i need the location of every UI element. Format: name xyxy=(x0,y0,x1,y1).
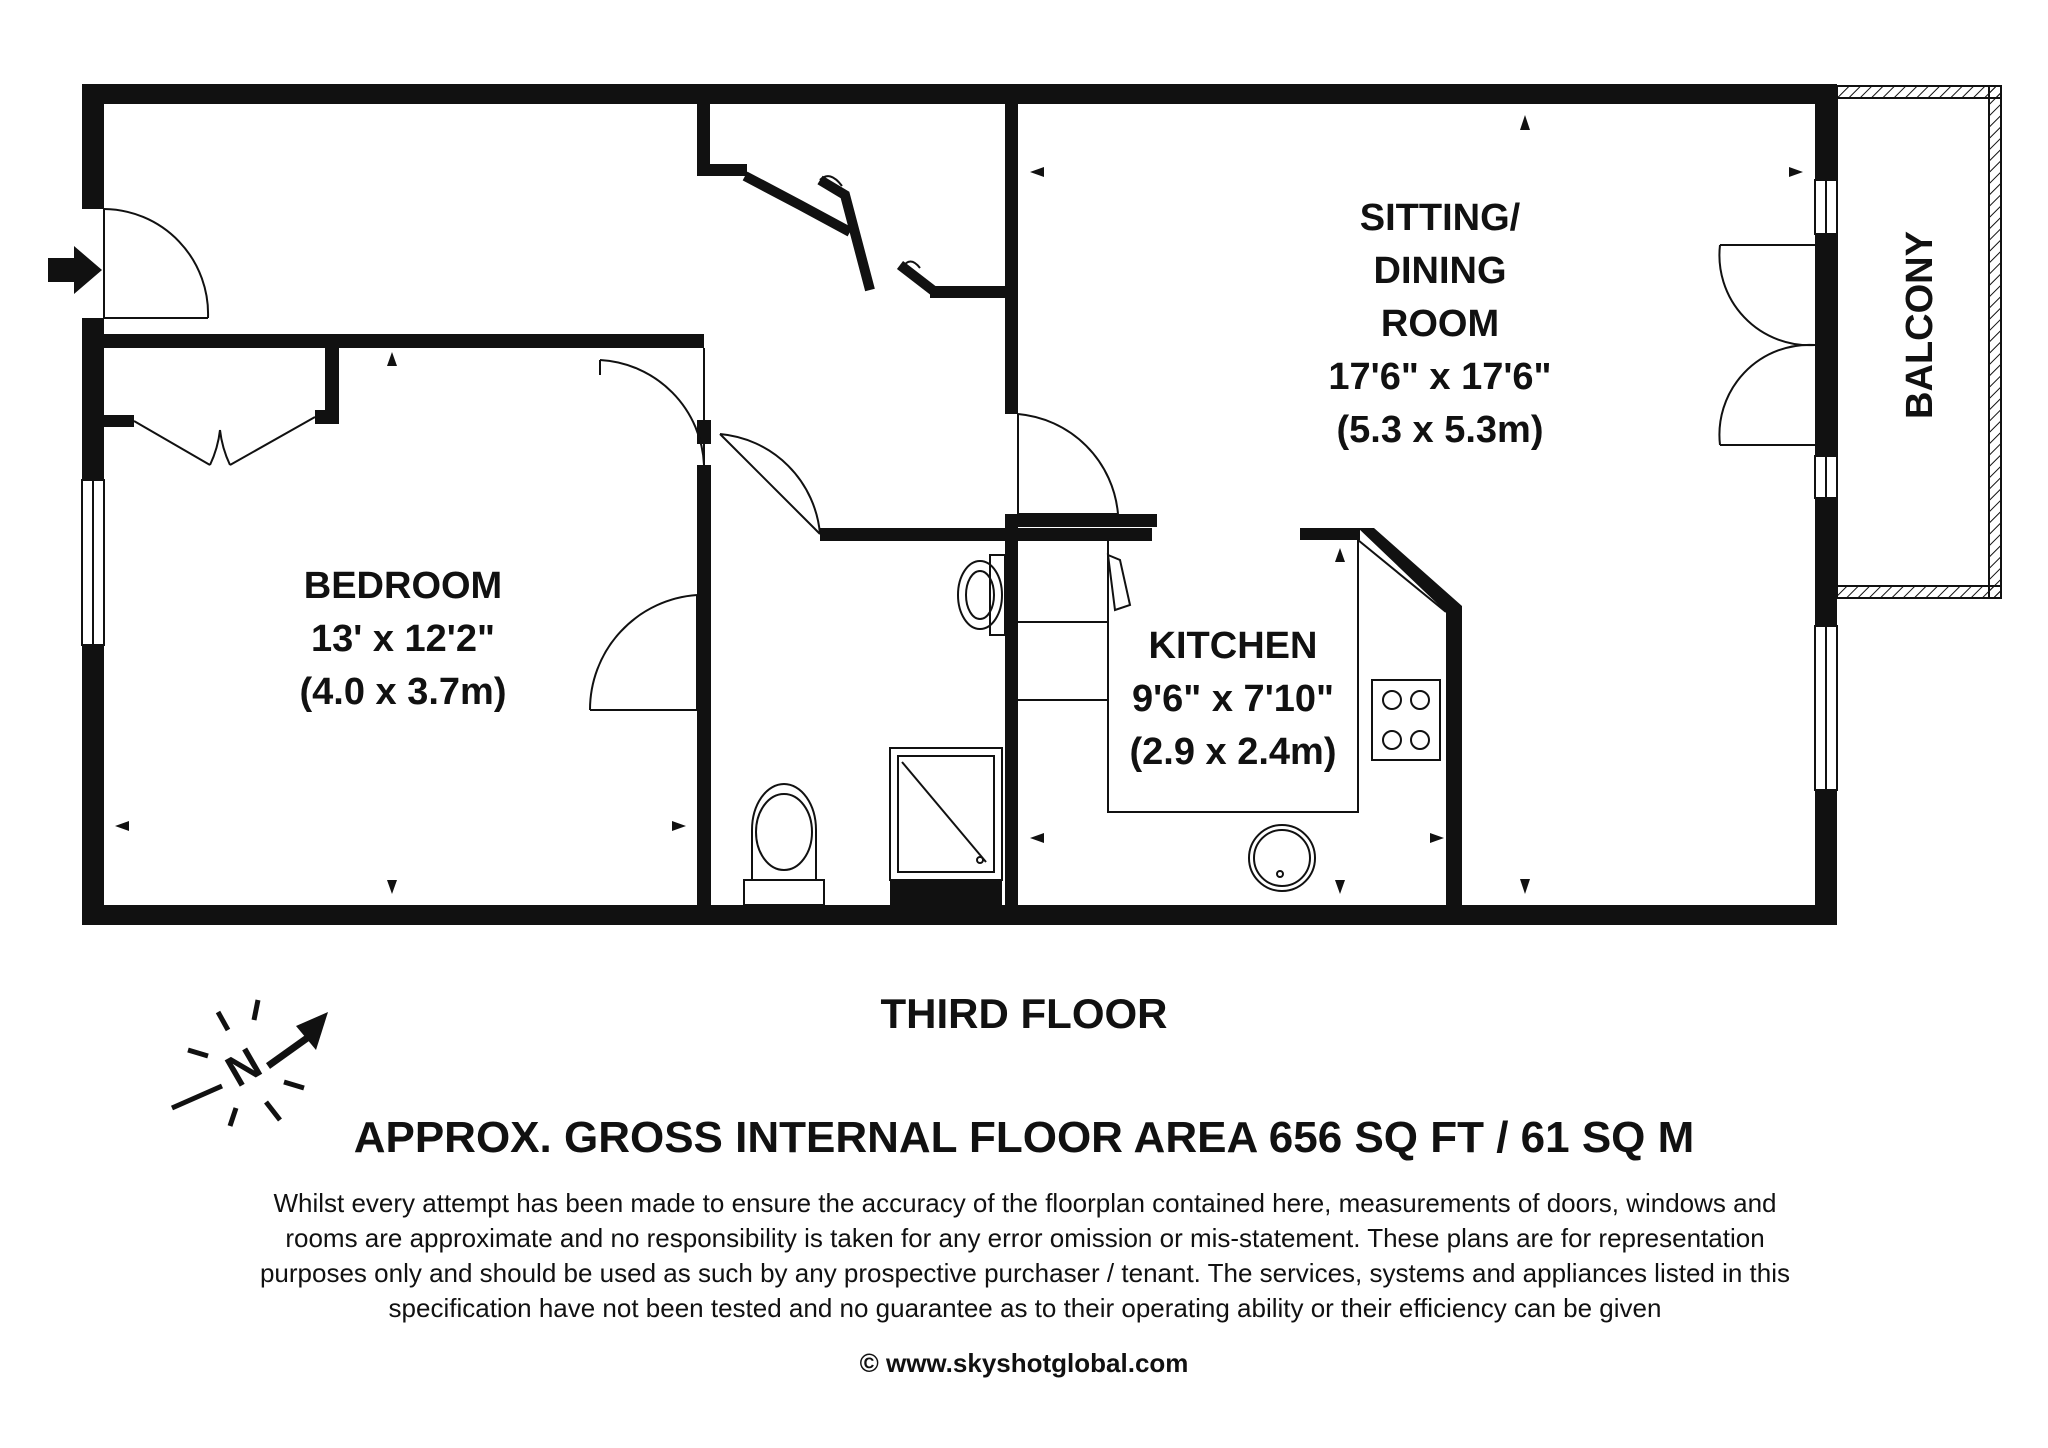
disclaimer xyxy=(150,1186,1900,1326)
hall-cupboard-doors xyxy=(745,176,935,292)
balcony-doors xyxy=(1719,245,1815,445)
measurement-arrows xyxy=(115,115,1803,894)
sitting-room-door xyxy=(1018,414,1118,514)
kitchen-size-metric: (2.9 x 2.4m) xyxy=(1129,731,1337,773)
bedroom-wardrobe-doors xyxy=(134,417,315,465)
balcony-label: BALCONY xyxy=(1899,231,1941,419)
bedroom-size-imperial: 13' x 12'2" xyxy=(310,618,496,660)
bedroom-door xyxy=(600,348,704,465)
entrance-door xyxy=(104,209,208,318)
floor-title: THIRD FLOOR xyxy=(880,990,1168,1037)
bathroom-basin xyxy=(958,555,1005,635)
disclaimer-line: rooms are approximate and no responsibility is taken for any error omission or mis-statement. These plans are for representation xyxy=(285,1223,1765,1253)
disclaimer-line: purposes only and should be used as such by any prospective purchaser / tenant. The services, systems and appliances listed in this xyxy=(259,1258,1791,1288)
bedroom-size-metric: (4.0 x 3.7m) xyxy=(299,671,507,713)
window-bedroom-left xyxy=(82,480,104,645)
bedroom-name: BEDROOM xyxy=(303,565,503,607)
shower-tray xyxy=(890,748,1002,880)
kitchen-label xyxy=(1130,625,1337,773)
kitchen-name: KITCHEN xyxy=(1148,625,1318,667)
kitchen-sink xyxy=(1249,825,1315,891)
compass-letter: N xyxy=(217,1038,270,1097)
copyright-link[interactable]: © www.skyshotglobal.com xyxy=(859,1348,1189,1378)
sitting-room-name-2: DINING xyxy=(1373,250,1507,292)
toilet xyxy=(744,784,824,905)
disclaimer-line: specification have not been tested and no guarantee as to their operating ability or their efficiency can be given xyxy=(388,1293,1662,1323)
entrance-arrow-icon xyxy=(48,246,102,294)
gross-area: APPROX. GROSS INTERNAL FLOOR AREA 656 SQ FT / 61 SQ M xyxy=(353,1113,1695,1162)
sitting-room-name-1: SITTING/ xyxy=(1359,197,1521,239)
disclaimer-line: Whilst every attempt has been made to ensure the accuracy of the floorplan contained here, measurements of doors, windows and xyxy=(273,1188,1777,1218)
sitting-room-size-imperial: 17'6" x 17'6" xyxy=(1328,356,1552,398)
sitting-room-name-3: ROOM xyxy=(1380,303,1500,345)
outer-walls xyxy=(82,84,1837,925)
hob-icon xyxy=(1372,680,1440,760)
sitting-room-size-metric: (5.3 x 5.3m) xyxy=(1336,409,1544,451)
sitting-room-label xyxy=(1328,197,1551,451)
bedroom-label xyxy=(300,565,507,713)
kitchen-size-imperial: 9'6" x 7'10" xyxy=(1131,678,1335,720)
